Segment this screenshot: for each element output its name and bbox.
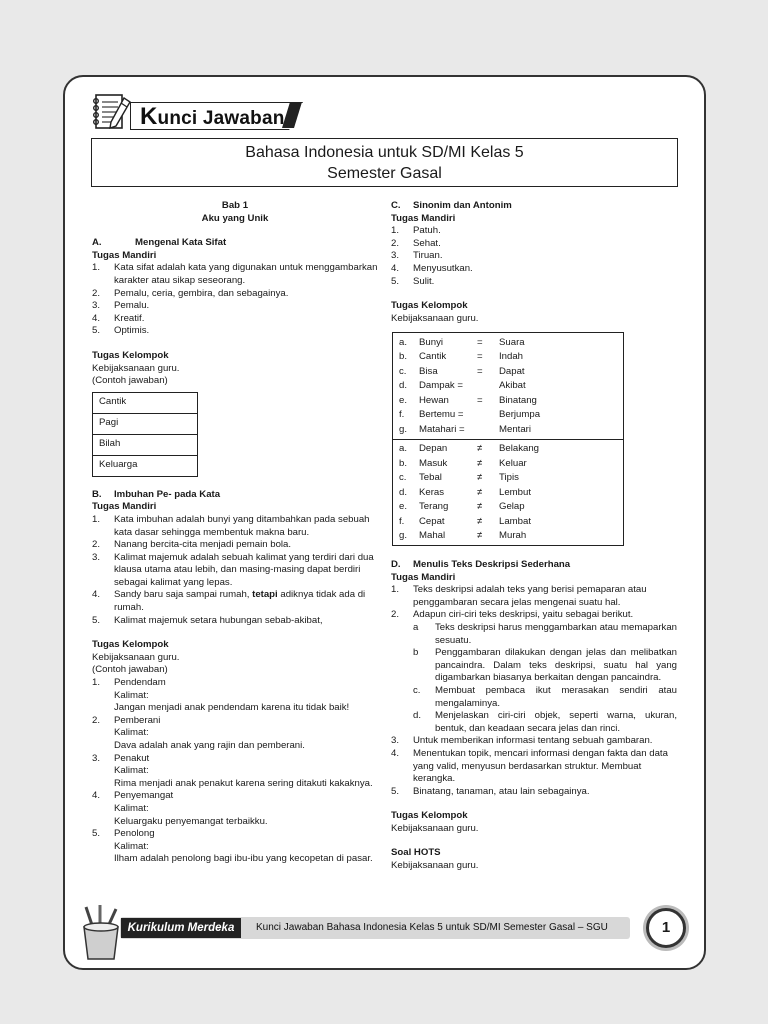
list-item: 2. Pemberani Kalimat: Dava adalah anak yang rajin dan pemberani. [92,714,305,751]
section-c-list [391,225,677,288]
tugas-mandiri-a: Tugas Mandiri [92,249,157,261]
section-a-list [92,262,378,338]
list-item: 3. Penakut Kalimat: Rima menjadi anak penakut karena sering ditakuti kakaknya. [92,752,373,789]
list-item: 5. Optimis. [92,325,150,337]
list-item: 1. Teks deskripsi adalah teks yang berisi pemaparan atau penggambaran secara jelas mengenai suatu hal. [391,584,647,608]
contoh-jawaban-a: (Contoh jawaban) [92,375,168,387]
section-d-heading: D. Menulis Teks Deskripsi Sederhana [391,559,571,570]
list-item: 4. Menentukan topik, mencari informasi dengan fakta dan data yang valid, menyusun berdasarkan struktur. Membuat kerangka. [391,747,668,785]
sub-list-item: c. Membuat pembaca ikut merasakan sendiri atau mengalaminya. [413,684,677,709]
list-item: 5. Kalimat majemuk setara hubungan sebab-akibat, [92,614,323,626]
sub-list-item: a Teks deskripsi harus menggambarkan atau memaparkan sesuatu. [413,621,677,646]
list-item: 3. Pemalu. [92,300,150,312]
list-item: 5. Penolong Kalimat: Ilham adalah penolong bagi ibu-ibu yang kecopetan di pasar. [92,828,373,865]
page-number: 1 [646,908,686,948]
contoh-jawaban-b: (Contoh jawaban) [92,664,168,676]
table-row: f. Bertemu = Berjumpa [399,409,541,421]
table-row: b. Cantik = Indah [399,351,524,363]
section-b-kelompok-list [92,677,378,866]
kebijaksanaan-c: Kebijaksanaan guru. [391,312,479,324]
list-item: 5. Binatang, tanaman, atau lain sebagainya. [391,785,590,797]
section-b-list [92,514,378,627]
table-row: f. Cepat ≠ Lambat [399,515,531,527]
table-row: d. Dampak = Akibat [399,380,526,392]
tugas-mandiri-b: Tugas Mandiri [92,501,157,513]
table-row: e. Terang ≠ Gelap [399,501,525,513]
table-row: g. Matahari = Mentari [399,423,531,435]
table-cell: Pagi [93,413,198,434]
list-item: 4. Penyemangat Kalimat: Keluargaku penyemangat terbaikku. [92,790,268,827]
tugas-kelompok-c: Tugas Kelompok [391,300,468,312]
sub-list-item: b Penggambaran dilakukan dengan jelas dan melibatkan pancaindra. Dalam teks deskripsi, suatu hal yang digambarkan biasanya berkaitan dengan pancaindra. [413,647,677,684]
list-item: 3. Tiruan. [391,250,443,262]
footer-curriculum-tag: Kurikulum Merdeka [121,918,241,938]
list-item: 1. Kata imbuhan adalah bunyi yang ditambahkan pada sebuah kata dasar sehingga membentuk makna baru. [92,513,370,538]
table-row: c. Tebal ≠ Tipis [399,472,519,484]
header-title: Kunci Jawaban [140,103,285,130]
section-a-heading: A. Mengenal Kata Sifat [92,237,227,249]
table-row: c. Bisa = Dapat [399,365,525,377]
list-item: 2. Adapun ciri-ciri teks deskripsi, yaitu sebagai berikut. [391,609,634,621]
document-title [91,138,678,187]
notebook-pencil-icon [90,92,134,132]
tugas-kelompok-d: Tugas Kelompok [391,810,468,822]
tugas-kelompok-b: Tugas Kelompok [92,639,169,651]
sub-list-item: d. Menjelaskan ciri-ciri objek, seperti warna, ukuran, bentuk, dan keadaan secara jelas dan rinci. [413,710,677,734]
kebijaksanaan-d: Kebijaksanaan guru. [391,822,479,834]
table-row: e. Hewan = Binatang [399,394,537,406]
table-cell: Keluarga [93,455,198,476]
table-row: a. Depan ≠ Belakang [399,443,540,455]
section-c-heading: C. Sinonim dan Antonim [391,200,512,211]
list-item: 4. Sandy baru saja sampai rumah, tetapi adiknya tidak ada di rumah. [92,589,366,614]
right-column-top [391,200,677,325]
list-item: 1. Patuh. [391,225,441,237]
right-column-bottom [391,559,677,873]
soal-hots-heading: Soal HOTS [391,847,441,859]
list-item: 2. Sehat. [391,237,441,249]
list-item: 2. Nanang bercita-cita menjadi pemain bola. [92,539,292,551]
table-row: g. Mahal ≠ Murah [399,530,527,542]
table-row: a. Bunyi = Suara [399,336,525,348]
list-item: 4. Kreatif. [92,312,145,324]
left-column [92,200,378,866]
kebijaksanaan-hots: Kebijaksanaan guru. [391,860,479,872]
synonym-group [393,333,623,439]
word-box-table [92,392,198,477]
synonym-antonym-table [392,332,624,546]
table-row: d. Keras ≠ Lembut [399,486,531,498]
sub-list [391,622,677,735]
list-item: 4. Menyusutkan. [391,262,473,274]
list-item: 2. Pemalu, ceria, gembira, dan sebagainya. [92,287,289,299]
kebijaksanaan-a: Kebijaksanaan guru. [92,362,180,374]
title-line-1: Bahasa Indonesia untuk SD/MI Kelas 5 [245,144,524,161]
table-cell: Cantik [93,392,198,413]
kebijaksanaan-b: Kebijaksanaan guru. [92,651,180,663]
table-row: b. Masuk ≠ Keluar [399,457,527,469]
tugas-mandiri-d: Tugas Mandiri [391,571,456,583]
title-line-2: Semester Gasal [327,165,442,182]
table-cell: Bilah [93,434,198,455]
antonym-group [393,439,623,546]
list-item: 1. Pendendam Kalimat: Jangan menjadi anak pendendam karena itu tidak baik! [92,677,350,714]
tugas-kelompok-a: Tugas Kelompok [92,349,169,361]
list-item: 3. Kalimat majemuk adalah sebuah kalimat yang terdiri dari dua klausa utama atau lebih, dan masing-masing dapat berdiri sebagai kalimat yang lepas. [92,551,374,588]
list-item: 1. Kata sifat adalah kata yang digunakan untuk menggambarkan karakter atau sikap seseorang. [92,262,378,286]
list-item: 3. Untuk memberikan informasi tentang sebuah gambaran. [391,735,653,747]
tugas-mandiri-c: Tugas Mandiri [391,212,456,224]
list-item: 5. Sulit. [391,275,435,287]
chapter-number: Bab 1 [221,200,249,211]
section-b-heading: B. Imbuhan Pe- pada Kata [92,488,221,500]
footer-text: Kunci Jawaban Bahasa Indonesia Kelas 5 untuk SD/MI Semester Gasal – SGU [256,922,608,933]
chapter-title: Aku yang Unik [201,212,269,224]
pencil-cup-icon [76,903,126,963]
